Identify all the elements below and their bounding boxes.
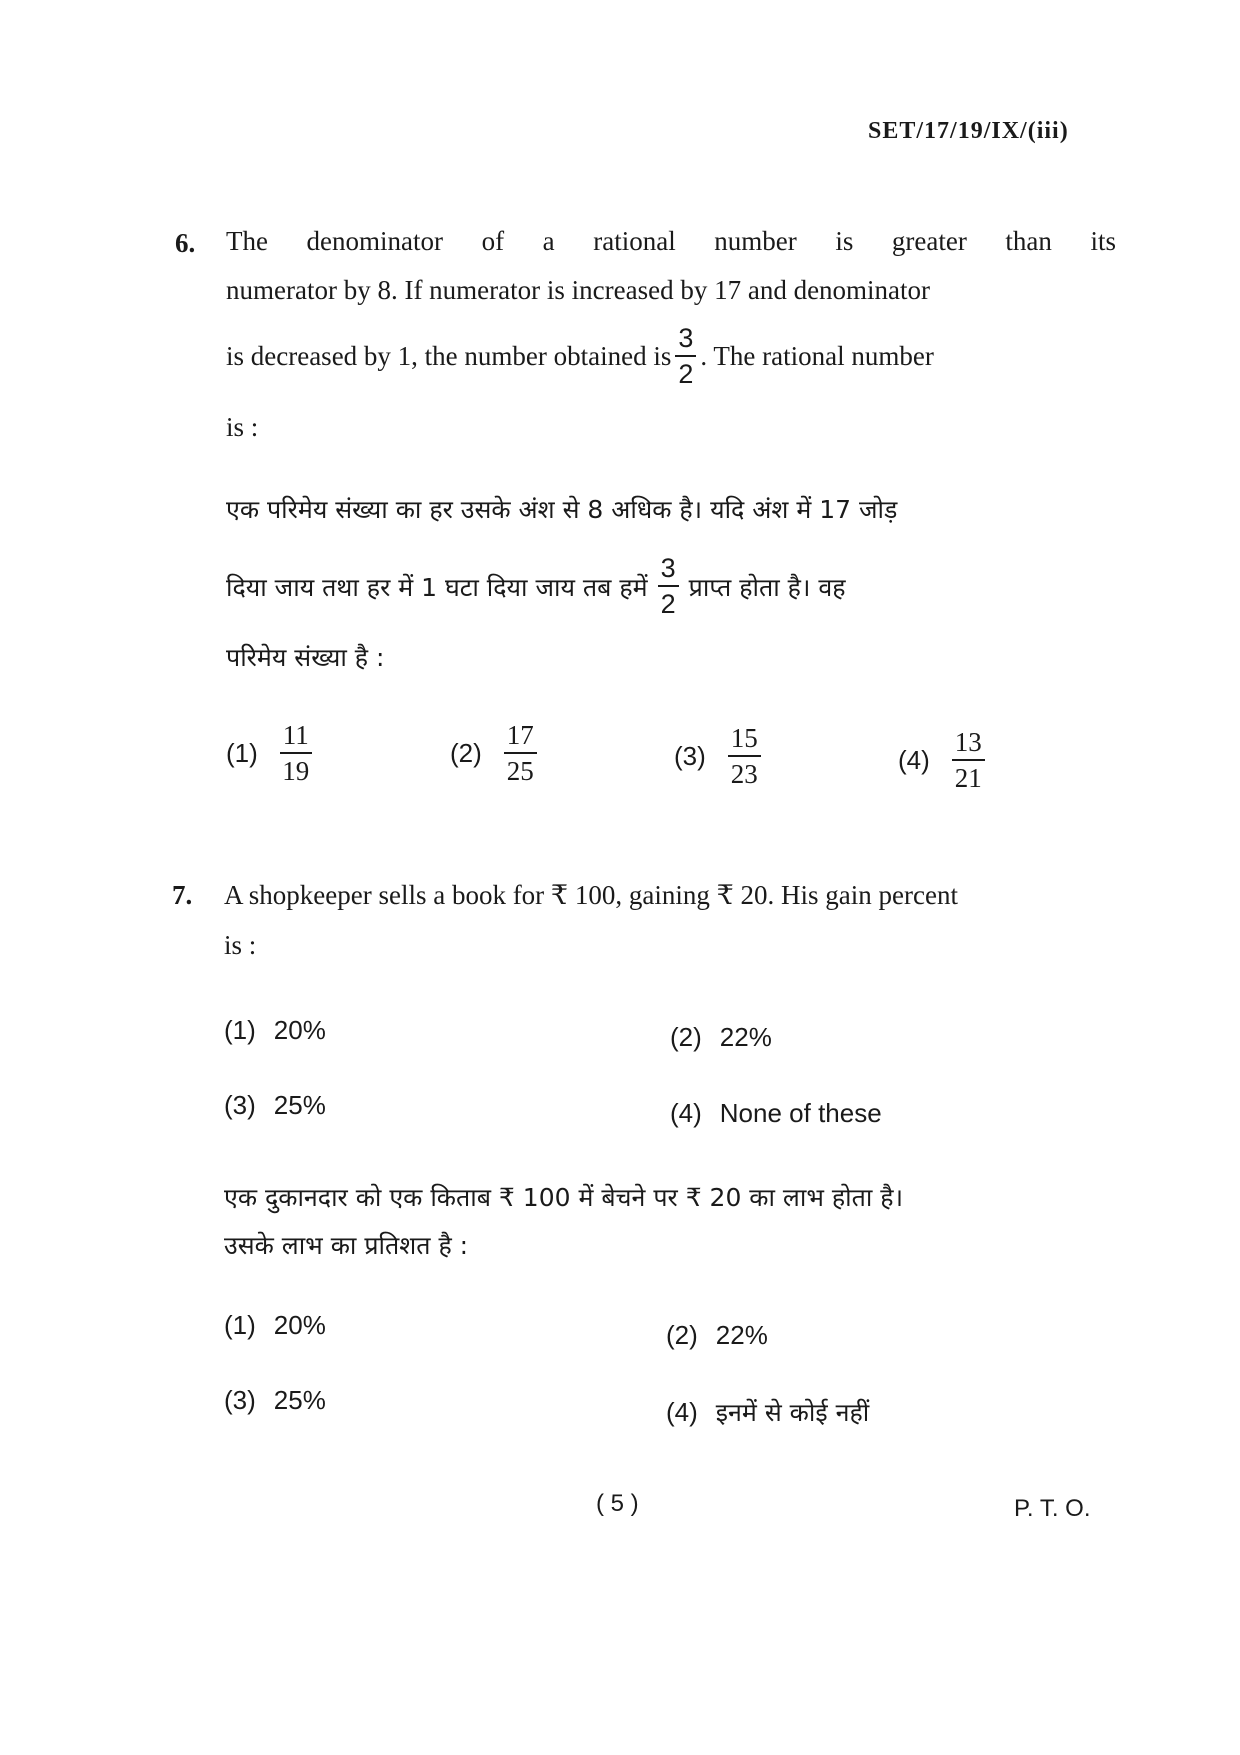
- fraction-three-halves: [675, 325, 696, 388]
- fraction-denominator: 2: [678, 359, 694, 389]
- fraction-numerator: 3: [675, 325, 696, 357]
- question-text-en-line-2: numerator by 8. If numerator is increased by 17 and denominator: [226, 275, 931, 305]
- option-4-hi[interactable]: [666, 1395, 869, 1429]
- fraction-denominator: 21: [954, 763, 982, 793]
- option-label: (1): [224, 1015, 256, 1045]
- question-text-hi-line-1: एक दुकानदार को एक किताब ₹ 100 में बेचने पर ₹ 20 का लाभ होता है।: [224, 1183, 904, 1212]
- option-value: 20%: [273, 1015, 326, 1045]
- option-label: (1): [224, 1310, 256, 1340]
- question-number: 6.: [175, 228, 196, 258]
- option-label: (3): [674, 741, 706, 771]
- option-3[interactable]: [674, 725, 765, 788]
- option-2[interactable]: [450, 722, 541, 785]
- question-text-hi-line-3: परिमेय संख्या है :: [226, 643, 385, 672]
- paper-code: SET/17/19/IX/(iii): [868, 118, 1069, 144]
- fraction-numerator: 11: [280, 722, 312, 754]
- option-4[interactable]: [670, 1098, 882, 1129]
- option-3-hi[interactable]: [224, 1385, 326, 1416]
- option-label: (4): [670, 1098, 702, 1128]
- option-value: None of these: [719, 1098, 882, 1128]
- question-text-hi-line-2: उसके लाभ का प्रतिशत है :: [224, 1231, 469, 1260]
- fraction-denominator: 25: [506, 756, 534, 786]
- option-value: 22%: [719, 1022, 772, 1052]
- option-value: 22%: [715, 1320, 768, 1350]
- fraction-numerator: 13: [952, 729, 985, 761]
- option-fraction: [728, 725, 761, 788]
- page-number: ( 5 ): [596, 1490, 639, 1517]
- question-text-hi-line-1: एक परिमेय संख्या का हर उसके अंश से 8 अधिक है। यदि अंश में 17 जोड़: [226, 495, 898, 524]
- question-text-segment: . The rational number: [700, 341, 934, 371]
- question-number: 7.: [172, 880, 193, 910]
- fraction-three-halves: [658, 555, 679, 618]
- option-fraction: [952, 729, 985, 792]
- fraction-numerator: 15: [728, 725, 761, 757]
- option-label: (4): [898, 745, 930, 775]
- option-value: 25%: [273, 1385, 326, 1415]
- fraction-numerator: 17: [504, 722, 537, 754]
- fraction-denominator: 23: [730, 759, 758, 789]
- question-text-segment: प्राप्त होता है। वह: [688, 572, 846, 602]
- question-text-segment: is decreased by 1, the number obtained is: [226, 341, 672, 371]
- option-fraction: [280, 722, 312, 785]
- question-text-en-line-1: A shopkeeper sells a book for ₹ 100, gaining ₹ 20. His gain percent: [224, 880, 958, 910]
- question-text-en-line-2: is :: [224, 930, 257, 960]
- option-4[interactable]: [898, 729, 989, 792]
- option-label: (4): [666, 1396, 698, 1427]
- option-value: 20%: [273, 1310, 326, 1340]
- option-1-hi[interactable]: [224, 1310, 326, 1341]
- question-text-hi-line-2: [226, 555, 846, 618]
- option-2[interactable]: [670, 1022, 772, 1053]
- fraction-denominator: 2: [660, 589, 676, 619]
- fraction-denominator: 19: [282, 756, 310, 786]
- option-value: इनमें से कोई नहीं: [715, 1398, 870, 1427]
- please-turn-over: P. T. O.: [1014, 1495, 1091, 1522]
- question-text-en-line-4: is :: [226, 412, 259, 442]
- option-label: (3): [224, 1385, 256, 1415]
- option-value: 25%: [273, 1090, 326, 1120]
- question-text-segment: दिया जाय तथा हर में 1 घटा दिया जाय तब हमें: [226, 572, 648, 602]
- option-1[interactable]: [226, 722, 316, 785]
- question-text-en-line-1: The denominator of a rational number is greater than its: [226, 226, 1116, 256]
- option-label: (2): [450, 738, 482, 768]
- option-label: (3): [224, 1090, 256, 1120]
- option-label: (1): [226, 738, 258, 768]
- fraction-numerator: 3: [658, 555, 679, 587]
- option-2-hi[interactable]: [666, 1320, 768, 1351]
- option-fraction: [504, 722, 537, 785]
- question-text-en-line-3: [226, 325, 934, 388]
- option-1[interactable]: [224, 1015, 326, 1046]
- option-3[interactable]: [224, 1090, 326, 1121]
- option-label: (2): [670, 1022, 702, 1052]
- option-label: (2): [666, 1320, 698, 1350]
